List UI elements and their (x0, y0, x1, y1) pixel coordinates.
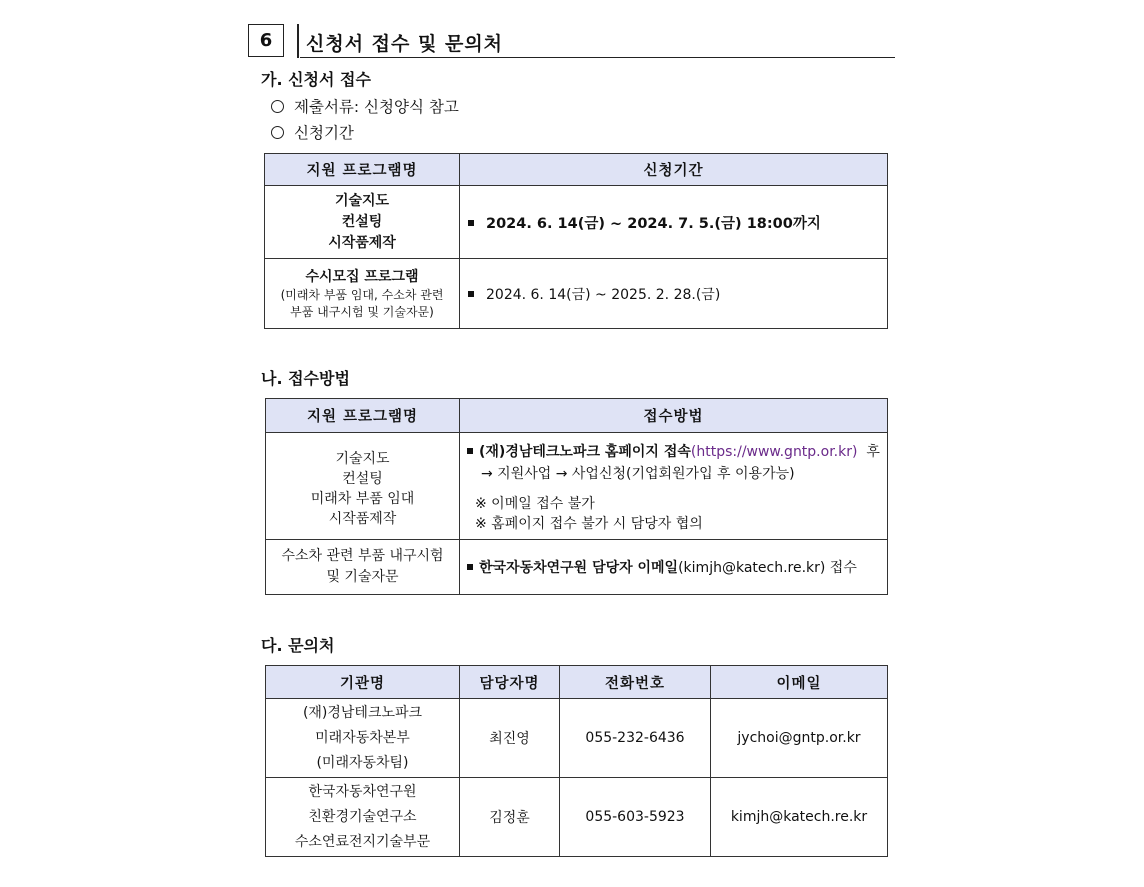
square-bullet-icon (467, 448, 473, 454)
section-number: 6 (248, 24, 284, 57)
table-row (265, 186, 888, 259)
table-row (266, 699, 888, 778)
square-bullet-icon (467, 564, 473, 570)
period-cell: 2024. 6. 14(금) ~ 2024. 7. 5.(금) 18:00까지 (460, 186, 888, 259)
table-row (266, 778, 888, 857)
table-header: 전화번호 (560, 666, 711, 699)
circle-bullet-icon (271, 100, 284, 113)
method-cell: (재)경남테크노파크 홈페이지 접속(https://www.gntp.or.kr) 후 → 지원사업 → 사업신청(기업회원가입 후 이용가능) ※ 이메일 접수 불가 ※ 홈페이지 접수 불가 시 담당자 협의 (460, 433, 888, 540)
table-header: 지원 프로그램명 (265, 154, 460, 186)
contact-phone[interactable]: 055-603-5923 (560, 778, 711, 857)
program-cell: 기술지도 컨설팅 시작품제작 (265, 186, 460, 259)
contact-name: 김정훈 (460, 778, 560, 857)
program-cell: 수소차 관련 부품 내구시험 및 기술자문 (266, 540, 460, 595)
application-period-table (264, 153, 888, 329)
bullet-text: 신청기간 (294, 124, 354, 142)
table-row (266, 540, 888, 595)
gntp-url-link[interactable]: (https://www.gntp.or.kr) (690, 444, 858, 460)
circle-bullet-icon (271, 126, 284, 139)
bullet-documents (271, 95, 459, 117)
heading-application: 가. 신청서 접수 (261, 70, 371, 89)
table-header: 신청기간 (460, 154, 888, 186)
org-cell: 한국자동차연구원 친환경기술연구소 수소연료전지기술부문 (266, 778, 460, 857)
org-cell: (재)경남테크노파크 미래자동차본부 (미래자동차팀) (266, 699, 460, 778)
table-row (265, 259, 888, 329)
bullet-text: 제출서류: 신청양식 참고 (294, 98, 459, 116)
bullet-period (271, 121, 354, 143)
contact-email[interactable]: jychoi@gntp.or.kr (711, 699, 888, 778)
heading-contact: 다. 문의처 (261, 636, 335, 655)
table-header: 이메일 (711, 666, 888, 699)
table-header: 지원 프로그램명 (266, 399, 460, 433)
program-cell: 수시모집 프로그램 (미래차 부품 임대, 수소차 관련 부품 내구시험 및 기술자문) (265, 259, 460, 329)
table-header: 접수방법 (460, 399, 888, 433)
section-title: 신청서 접수 및 문의처 (306, 33, 504, 55)
table-header: 담당자명 (460, 666, 560, 699)
square-bullet-icon (468, 291, 474, 297)
method-cell: 한국자동차연구원 담당자 이메일(kimjh@katech.re.kr) 접수 (460, 540, 888, 595)
table-header: 기관명 (266, 666, 460, 699)
section-underline (300, 57, 895, 58)
contact-phone[interactable]: 055-232-6436 (560, 699, 711, 778)
square-bullet-icon (468, 220, 474, 226)
contact-table (265, 665, 888, 857)
table-row (266, 433, 888, 540)
method-table (265, 398, 888, 595)
heading-method: 나. 접수방법 (261, 369, 350, 388)
program-cell: 기술지도 컨설팅 미래차 부품 임대 시작품제작 (266, 433, 460, 540)
contact-name: 최진영 (460, 699, 560, 778)
contact-email[interactable]: kimjh@katech.re.kr (711, 778, 888, 857)
period-cell: 2024. 6. 14(금) ~ 2025. 2. 28.(금) (460, 259, 888, 329)
section-divider (297, 24, 299, 58)
